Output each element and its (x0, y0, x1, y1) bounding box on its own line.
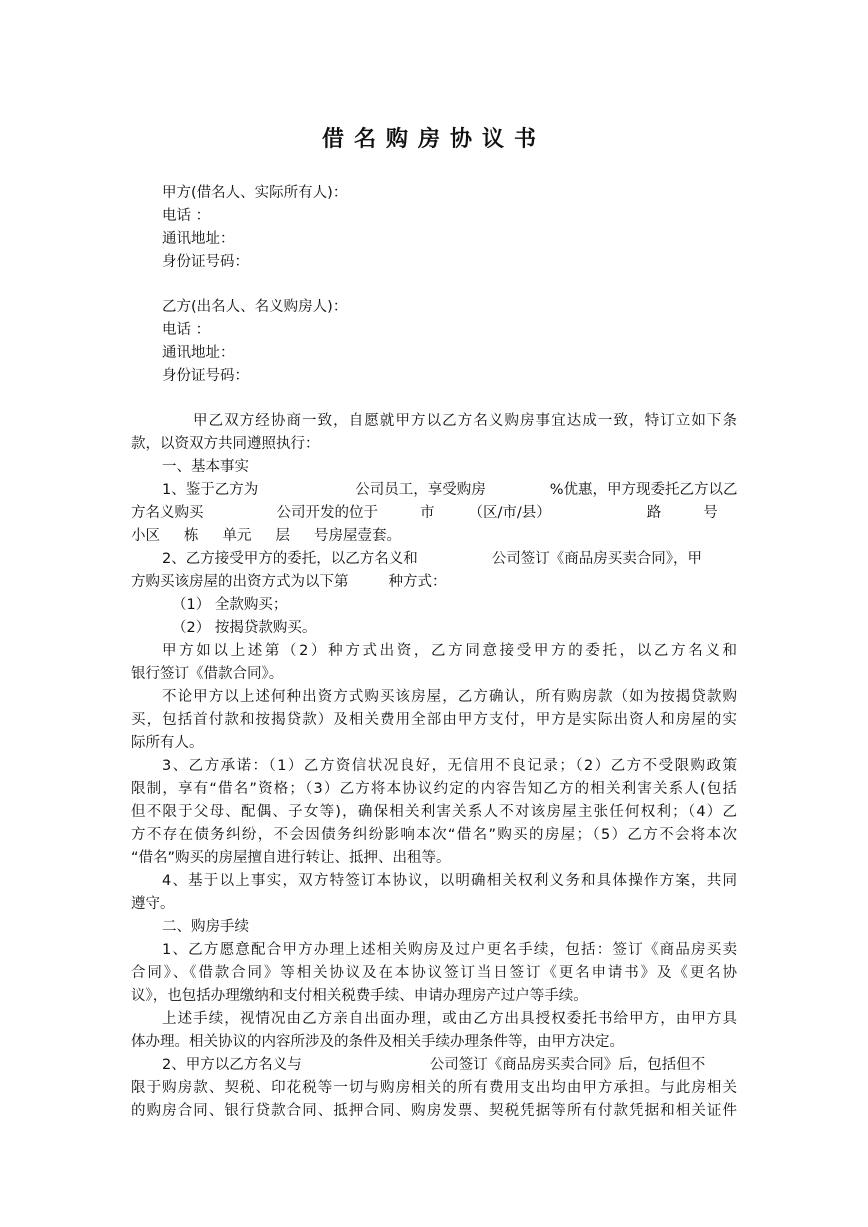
document-title: 借名购房协议书 (321, 126, 546, 152)
s1-p5-line-1: 3、乙方承诺：（1）乙方资信状况良好，无信用不良记录；（2）乙方不受限购政策 (162, 758, 737, 774)
s2-p3-line-3: 的购房合同、银行贷款合同、抵押合同、购房发票、契税凭据等所有付款凭据和相关证件 (131, 1103, 737, 1119)
s2-p1-line-2: 合同》、《借款合同》等相关协议及在本协议签订当日签订《更名申请书》及《更名协 (131, 965, 737, 981)
s1-p1-line-3: 小区 栋 单元 层 号房屋壹套。 (131, 528, 401, 544)
s2-p2-line-1: 上述手续，视情况由乙方亲自出面办理，或由乙方出具授权委托书给甲方，由甲方具 (162, 1011, 737, 1027)
s2-p1-line-1: 1、乙方愿意配合甲方办理上述相关购房及过户更名手续，包括：签订《商品房买卖 (162, 942, 737, 958)
party-a-phone: 电话 ： (162, 208, 211, 224)
option-full-payment: （1） 全款购买； (172, 597, 288, 613)
s1-p2-line-1: 2、乙方接受甲方的委托，以乙方名义和 公司签订《商品房买卖合同》，甲 (162, 551, 702, 567)
s1-p5-line-5: “借名”购买的房屋擅自进行转让、抵押、出租等。 (131, 850, 451, 866)
party-b-address: 通讯地址： (162, 345, 235, 361)
intro-line-1: 甲乙双方经协商一致，自愿就甲方以乙方名义购房事宜达成一致，特订立如下条 (193, 413, 737, 429)
s1-p5-line-3: 但不限于父母、配偶、子女等)，确保相关利害关系人不对该房屋主张任何权利；（4）乙 (131, 804, 737, 820)
s1-p6-line-1: 4、基于以上事实，双方特签订本协议，以明确相关权利义务和具体操作方案，共同 (162, 873, 737, 889)
party-b-id: 身份证号码： (162, 368, 249, 384)
party-a-id: 身份证号码： (162, 254, 249, 270)
s2-p3-line-1: 2、甲方以乙方名义与 公司签订《商品房买卖合同》后，包括但不 (162, 1057, 706, 1073)
s1-p4-line-2: 买，包括首付款和按揭贷款）及相关费用全部由甲方支付，甲方是实际出资人和房屋的实 (131, 712, 737, 728)
party-b-phone: 电话 ： (162, 322, 211, 338)
s2-p2-line-2: 体办理。相关协议的内容所涉及的条件及相关手续办理条件等，由甲方决定。 (131, 1034, 624, 1050)
s1-p3-line-1: 甲方如以上述第（2）种方式出资，乙方同意接受甲方的委托，以乙方名义和 (162, 643, 737, 659)
s1-p3-line-2: 银行签订《借款合同》。 (131, 666, 284, 682)
s1-p2-line-2: 方购买该房屋的出资方式为以下第 种方式： (131, 574, 447, 590)
s2-p3-line-2: 限于购房款、契税、印花税等一切与购房相关的所有费用支出均由甲方承担。与此房相关 (131, 1080, 737, 1096)
party-a-label: 甲方(借名人、实际所有人)： (162, 185, 348, 201)
section-1-heading: 一、基本事实 (162, 459, 249, 475)
s1-p4-line-3: 际所有人。 (131, 735, 204, 751)
option-mortgage: （2） 按揭贷款购买。 (172, 620, 317, 636)
s1-p1-line-2: 方名义购买 公司开发的位于 市 （区/市/县） 路 号 (131, 505, 718, 521)
s1-p1-line-1: 1、鉴于乙方为 公司员工，享受购房 %优惠，甲方现委托乙方以乙 (162, 482, 738, 498)
party-a-address: 通讯地址： (162, 231, 235, 247)
section-2-heading: 二、购房手续 (162, 919, 249, 935)
intro-line-2: 款，以资双方共同遵照执行： (131, 436, 320, 452)
party-b-label: 乙方(出名人、名义购房人)： (162, 299, 348, 315)
s1-p6-line-2: 遵守。 (131, 896, 175, 912)
s2-p1-line-3: 议》，也包括办理缴纳和支付相关税费手续、申请办理房产过户等手续。 (131, 988, 588, 1004)
s1-p5-line-2: 限制，享有“借名”资格；（3）乙方将本协议约定的内容告知乙方的相关利害关系人(包括 (131, 781, 737, 797)
s1-p5-line-4: 方不存在债务纠纷，不会因债务纠纷影响本次“借名”购买的房屋；（5）乙方不会将本次 (131, 827, 737, 843)
s1-p4-line-1: 不论甲方以上述何种出资方式购买该房屋，乙方确认，所有购房款（如为按揭贷款购 (162, 689, 737, 705)
